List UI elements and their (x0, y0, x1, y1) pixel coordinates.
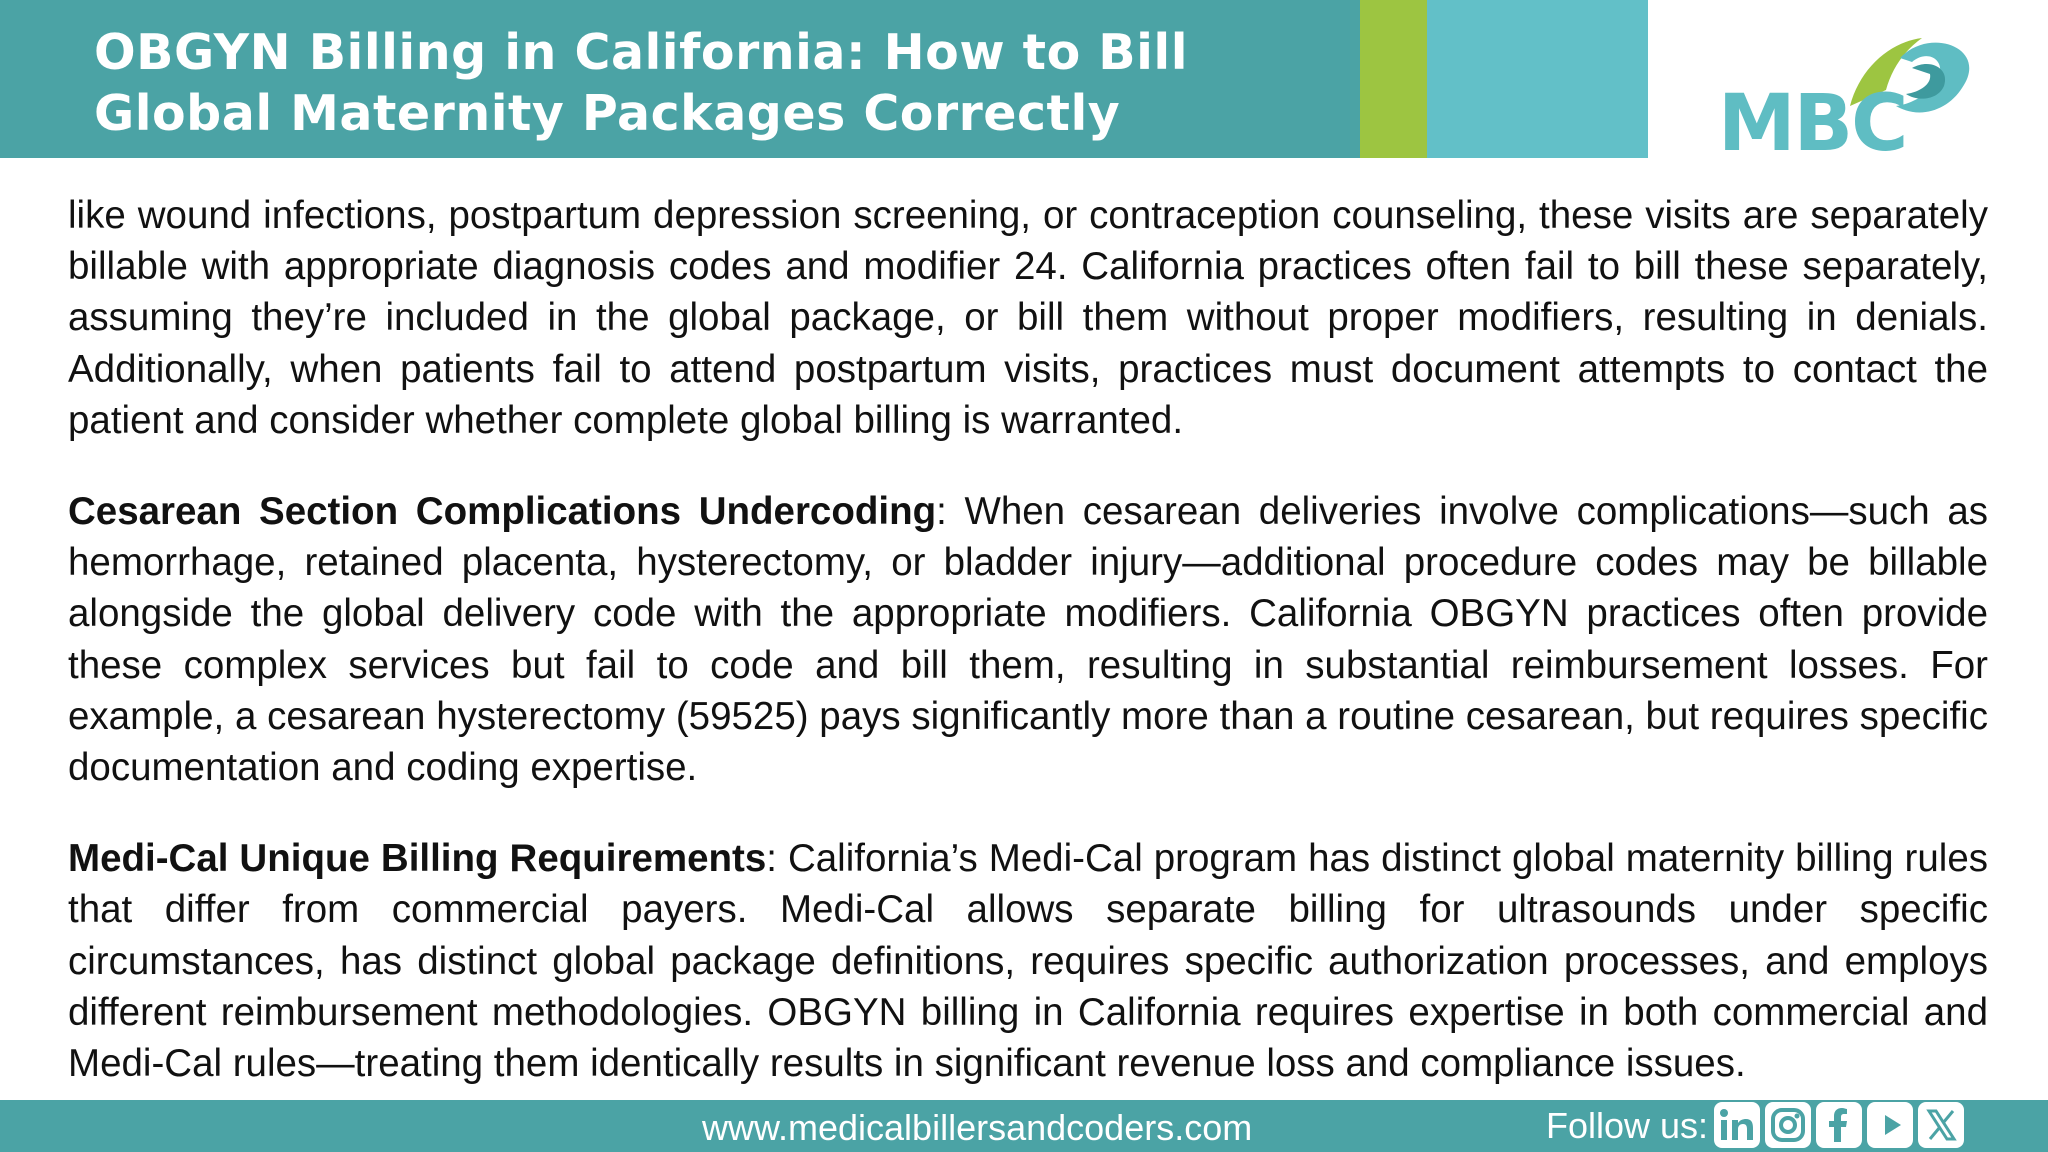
paragraph-text: : California’s Medi-Cal program has distinct global maternity billing rules that differ from commercial payers. Medi-Cal allows separate billing for ultrasounds under specific circumstances, has distinct global package definitions, requires specific authorization processes, and employs different reimbursement methodologies. OBGYN billing in California requires expertise in both commercial and Medi-Cal rules—treating them identically results in significant revenue loss and compliance issues. (68, 837, 1988, 1086)
paragraph-text: : When cesarean deliveries involve complications—such as hemorrhage, retained placenta, hysterectomy, or bladder injury—additional procedure codes may be billable alongside the global delivery code with the appropriate modifiers. California OBGYN practices often provide these complex services but fail to code and bill them, resulting in substantial reimbursement losses. For example, a cesarean hysterectomy (59525) pays significantly more than a routine cesarean, but requires specific documentation and coding expertise. (68, 490, 1988, 790)
article-body (68, 190, 1988, 1129)
website-link[interactable]: www.medicalbillersandcoders.com (702, 1107, 1253, 1148)
follow-us-label: Follow us: (1546, 1105, 1709, 1146)
paragraph-cesarean (68, 486, 1988, 793)
paragraph-medi-cal (68, 833, 1988, 1089)
facebook-icon[interactable] (1816, 1102, 1862, 1148)
logo-text: MBC (1718, 79, 1907, 169)
accent-stripe-green (1360, 0, 1427, 158)
x-icon[interactable] (1918, 1102, 1964, 1148)
header-bar (0, 0, 1360, 158)
footer-bar (0, 1100, 2048, 1152)
accent-stripe-teal (1427, 0, 1648, 158)
paragraph-postpartum (68, 190, 1988, 446)
linkedin-icon[interactable] (1714, 1102, 1760, 1148)
mbc-logo (1700, 28, 1980, 169)
paragraph-text: like wound infections, postpartum depression screening, or contraception counseling, these visits are separately billable with appropriate diagnosis codes and modifier 24. California practices often fail to bill these separately, assuming they’re included in the global package, or bill them without proper modifiers, resulting in denials. Additionally, when patients fail to attend postpartum visits, practices must document attempts to contact the patient and consider whether complete global billing is warranted. (68, 194, 1988, 442)
page-title: OBGYN Billing in California: How to Bill Global Maternity Packages Correctly (94, 24, 1189, 142)
youtube-icon[interactable] (1867, 1102, 1913, 1148)
section-heading-cesarean: Cesarean Section Complications Undercoding (68, 490, 937, 534)
section-heading-medi-cal: Medi-Cal Unique Billing Requirements (68, 837, 767, 881)
instagram-icon[interactable] (1765, 1102, 1811, 1148)
